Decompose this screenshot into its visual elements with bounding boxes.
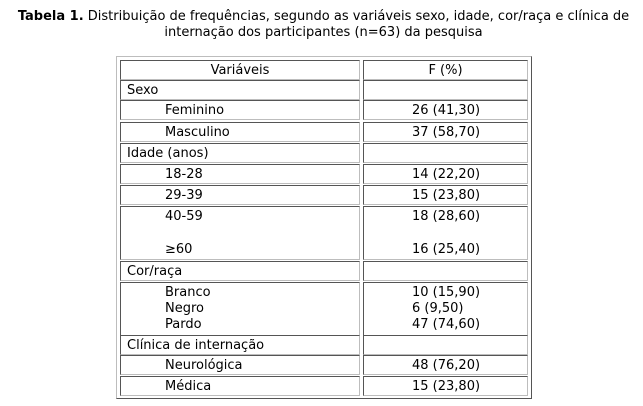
group-label-clinica: Clínica de internação	[120, 335, 360, 355]
header-frequency: F (%)	[363, 60, 528, 80]
row-variable-18-28: 18-28	[120, 164, 360, 184]
row-value-negro: 6 (9,50)	[412, 301, 464, 316]
group-label-idade: Idade (anos)	[120, 143, 360, 163]
table-caption	[4, 8, 643, 40]
row-variable-negro: Negro	[165, 301, 204, 316]
group-value-idade	[363, 143, 528, 163]
row-variable-medica: Médica	[120, 376, 360, 396]
caption-text-1: Distribuição de frequências, segundo as variáveis sexo, idade, cor/raça e clínica de	[83, 9, 630, 24]
group-value-clinica	[363, 335, 528, 355]
caption-line-1	[4, 8, 643, 24]
row-variable-29-39: 29-39	[120, 185, 360, 205]
row-variable-60-plus: ≥60	[165, 242, 193, 257]
row-variable-40-59: 40-59	[165, 209, 203, 224]
group-label-sexo: Sexo	[120, 80, 360, 100]
row-value-feminino: 26 (41,30)	[363, 100, 528, 120]
row-value-29-39: 15 (23,80)	[363, 185, 528, 205]
row-value-branco: 10 (15,90)	[412, 285, 481, 300]
row-variable-neurologica: Neurológica	[120, 355, 360, 375]
row-value-18-28: 14 (22,20)	[363, 164, 528, 184]
row-value-60-plus: 16 (25,40)	[412, 242, 481, 257]
row-values-cor-raca	[363, 282, 528, 336]
row-variable-branco: Branco	[165, 285, 211, 300]
row-value-medica: 15 (23,80)	[363, 376, 528, 396]
row-value-masculino: 37 (58,70)	[363, 122, 528, 142]
row-variable-pardo: Pardo	[165, 317, 202, 332]
row-value-pardo: 47 (74,60)	[412, 317, 481, 332]
header-variables: Variáveis	[120, 60, 360, 80]
caption-label: Tabela 1.	[17, 9, 84, 24]
row-value-neurologica: 48 (76,20)	[363, 355, 528, 375]
group-label-cor-raca: Cor/raça	[120, 261, 360, 281]
row-variables-cor-raca	[120, 282, 360, 336]
row-value-40-59-and-60-plus	[363, 206, 528, 260]
row-value-40-59: 18 (28,60)	[412, 209, 481, 224]
row-variable-40-59-and-60-plus	[120, 206, 360, 260]
group-value-sexo	[363, 80, 528, 100]
row-variable-masculino: Masculino	[120, 122, 360, 142]
caption-line-2: internação dos participantes (n=63) da pesquisa	[164, 25, 483, 40]
group-value-cor-raca	[363, 261, 528, 281]
row-variable-feminino: Feminino	[120, 100, 360, 120]
